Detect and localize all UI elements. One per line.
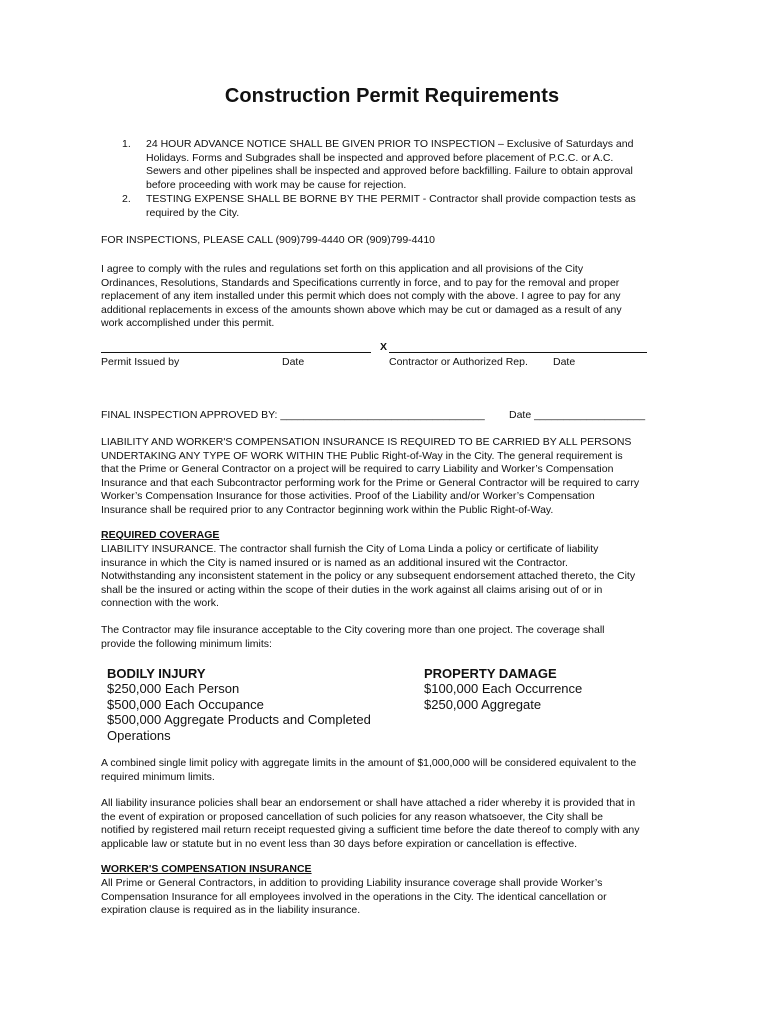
date-left-label: Date [282,356,305,368]
limit-line: $500,000 Each Occupance [107,696,264,712]
liability-insurance-paragraph [101,543,635,611]
paragraph-line: Compensation Insurance for all employees involved in the operations in the City. The identical cancellation or [101,890,607,903]
limit-line: Operations [107,727,171,743]
paragraph-line: required minimum limits. [101,770,215,783]
paragraph-line: replacement of any item installed under this permit which does not comply with the above. I agree to pay for any [101,290,621,303]
paragraph-line: LIABILITY AND WORKER'S COMPENSATION INSURANCE IS REQUIRED TO BE CARRIED BY ALL PERSONS [101,436,632,448]
list-item-line: required by the City. [146,206,240,219]
paragraph-line: applicable law or statute but in no event less than 30 days before expiration or cancellation is effective. [101,837,578,850]
workers-comp-heading: WORKER'S COMPENSATION INSURANCE [101,863,312,875]
paragraph-line: expiration clause is required as in the liability insurance. [101,904,361,917]
list-item-line: TESTING EXPENSE SHALL BE BORNE BY THE PERMIT - Contractor shall provide compaction tests as [146,193,636,205]
limit-line: $100,000 Each Occurrence [424,681,583,697]
list-item-1 [146,138,633,192]
paragraph-line: The Contractor may file insurance acceptable to the City covering more than one project. The coverage shall [101,624,605,636]
multi-project-paragraph [101,624,605,651]
paragraph-line: Worker’s Compensation Insurance for those activities. Proof of the Liability and/or Worker’s Compensation [101,490,595,503]
paragraph-line: that the Prime or General Contractor on a project will be required to carry Liability and Worker’s Compensation [101,463,614,476]
permit-issued-by-label: Permit Issued by [101,356,180,368]
property-damage-heading: PROPERTY DAMAGE [424,666,557,681]
paragraph-line: LIABILITY INSURANCE. The contractor shall furnish the City of Loma Linda a policy or certificate of liability [101,543,599,555]
paragraph-line: A combined single limit policy with aggregate limits in the amount of $1,000,000 will be considered equivalent to the [101,757,637,769]
final-inspection-field[interactable]: FINAL INSPECTION APPROVED BY: ___________________________________ [101,409,485,421]
page-title: Construction Permit Requirements [224,85,560,107]
paragraph-line: insurance in which the City is named insured or is named as an additional insured wit the Contractor. [101,556,568,569]
liability-intro-paragraph [101,436,639,518]
limit-line: $250,000 Aggregate [424,696,542,712]
date-right-label: Date [553,356,576,368]
paragraph-line: I agree to comply with the rules and regulations set forth on this application and all provisions of the City [101,263,584,275]
agreement-paragraph [101,263,622,331]
bodily-injury-block [107,666,371,743]
bodily-injury-heading: BODILY INJURY [107,666,206,681]
list-item-line: Sewers and other pipelines shall be inspected and approved before backfilling. Failure to obtain approval [146,165,633,178]
list-item-line: before proceeding with work may be cause for rejection. [146,178,407,191]
paragraph-line: All Prime or General Contractors, in addition to providing Liability insurance coverage shall provide Worker’s [101,877,603,889]
paragraph-line: additional replacements in excess of the amounts shown above which may be cut or damaged as a result of any [101,303,622,316]
list-item-2 [146,193,636,220]
inspections-phone: FOR INSPECTIONS, PLEASE CALL (909)799-4440 OR (909)799-4410 [101,234,436,246]
paragraph-line: work accomplished under this permit. [101,317,275,330]
paragraph-line: shall be the insured or acting within the scope of their duties in the work against all claims arising out of or in [101,583,603,596]
final-inspection-date-field[interactable]: Date ___________________ [509,409,646,421]
paragraph-line: Insurance and that each Subcontractor performing work for the Prime or General Contractor will be required to carry [101,476,640,489]
required-coverage-heading: REQUIRED COVERAGE [101,529,220,541]
paragraph-line: Insurance shall be required prior to any Contractor beginning work within the Public Right-of-Way. [101,503,554,516]
contractor-label: Contractor or Authorized Rep. [389,356,528,368]
paragraph-line: connection with the work. [101,597,219,610]
paragraph-line: notified by registered mail return receipt requested giving a sufficient time before the date thereof to comply with any [101,824,640,837]
list-item-line: 24 HOUR ADVANCE NOTICE SHALL BE GIVEN PRIOR TO INSPECTION – Exclusive of Saturdays and [146,138,634,150]
limit-line: $250,000 Each Person [107,681,240,697]
workers-comp-paragraph [101,877,607,918]
property-damage-block [424,666,582,712]
signature-line-contractor[interactable] [389,352,647,353]
paragraph-line: Ordinances, Resolutions, Standards and Specifications currently in force, and to pay for the removal and proper [101,276,620,289]
signature-x-mark: X [380,341,388,353]
list-number-1: 1. [122,138,131,150]
list-item-line: Holidays. Forms and Subgrades shall be inspected and approved before placement of P.C.C. or A.C. [146,151,614,164]
paragraph-line: UNDERTAKING ANY TYPE OF WORK WITHIN THE Public Right-of-Way in the City. The general requirement is [101,449,623,462]
paragraph-line: Notwithstanding any inconsistent statement in the policy or any subsequent endorsement attached thereto, the City [101,570,636,583]
combined-limit-paragraph [101,757,636,784]
limit-line: $500,000 Aggregate Products and Completed [107,712,371,728]
endorsement-paragraph [101,797,640,851]
list-number-2: 2. [122,193,131,205]
signature-line-permit[interactable] [101,352,371,353]
paragraph-line: the event of expiration or proposed cancellation of such policies for any reason whatsoever, the City shall be [101,810,603,823]
paragraph-line: All liability insurance policies shall bear an endorsement or shall have attached a rider whereby it is provided that in [101,797,636,809]
paragraph-line: provide the following minimum limits: [101,637,272,650]
